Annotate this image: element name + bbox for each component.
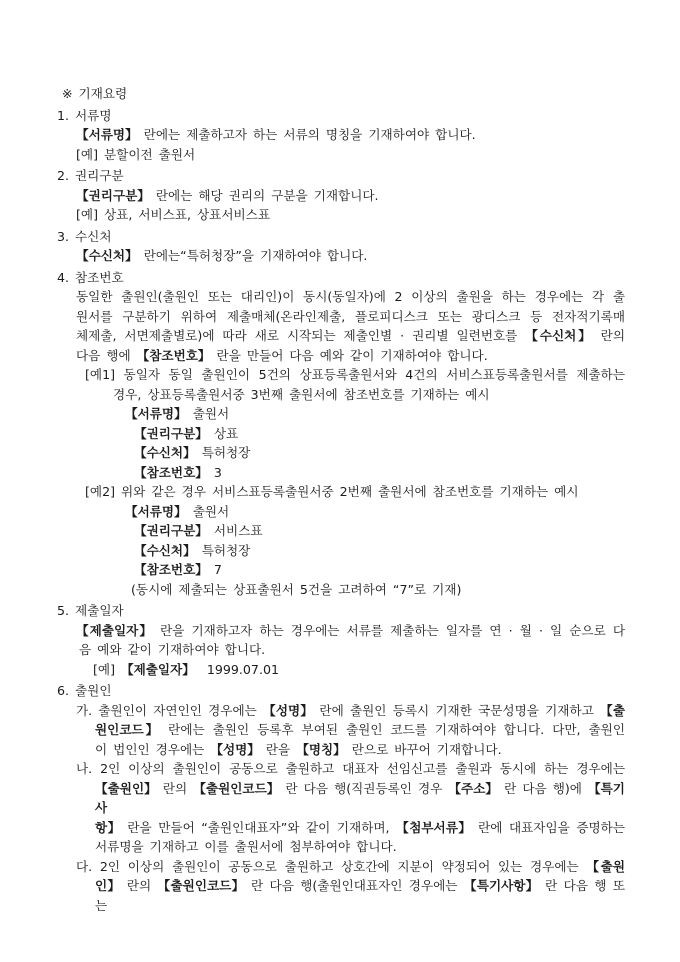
doc-line [57, 268, 625, 288]
text-segment: 1. 서류명 [57, 107, 112, 123]
text-segment: 란에 대표자임을 증명하는 [471, 819, 625, 835]
field-token: 【제출일자】 [76, 622, 154, 638]
doc-line [57, 660, 625, 680]
field-token: 【권리구분】 [134, 523, 208, 538]
field-token: 【참조번호】 [134, 562, 208, 577]
text-segment: (동시에 제출되는 상표출원서 5건을 고려하여 “7”로 기재) [131, 581, 462, 597]
text-segment: 출원서 [186, 503, 230, 519]
doc-line [57, 601, 625, 621]
text-segment: 란을 만들어 다음 예와 같이 기재하여야 합니다. [210, 347, 488, 363]
doc-line [57, 145, 625, 165]
text-segment: 란에는 출원인 등록후 부여된 출원인 코드를 기재하여야 합니다. 다만, 출원인 [160, 722, 625, 737]
text-segment: [예] 분할이전 출원서 [76, 146, 196, 162]
text-segment: 란을 [259, 741, 297, 757]
text-segment: [예2] 위와 같은 경우 서비스표등록출원서중 2번째 출원서에 참조번호를 기재하는 예시 [85, 484, 579, 499]
text-segment: 6. 출원인 [57, 683, 112, 698]
text-segment: 란 다음 행 또는 [95, 878, 626, 913]
field-token: 【서류명】 [76, 127, 138, 142]
text-segment: [예] [93, 661, 121, 677]
text-segment: 란에는 제출하고자 하는 서류의 명칭을 기재하여야 합니다. [137, 127, 476, 142]
doc-line [57, 857, 625, 877]
doc-line [57, 759, 625, 779]
doc-line [57, 521, 625, 541]
field-token: 【출원 [586, 858, 625, 874]
text-segment: 서비스표 [207, 523, 263, 538]
text-segment: 란 다음 행)에 [498, 780, 588, 796]
text-segment: 2. 권리구분 [57, 168, 124, 183]
doc-line [57, 681, 625, 701]
doc-line [57, 541, 625, 561]
doc-line [57, 106, 625, 126]
doc-line [57, 740, 625, 760]
text-segment: 상표 [207, 425, 239, 441]
text-segment: 서류명을 기재하고 이를 출원서에 첨부하여야 합니다. [95, 839, 397, 854]
text-segment: [예1] 동일자 동일 출원인이 5건의 상표등록출원서와 4건의 서비스표등록출원서를 제출하는 [85, 367, 625, 382]
doc-line [57, 720, 625, 740]
doc-line [57, 385, 625, 405]
text-segment: 특허청장 [195, 445, 251, 460]
doc-line [57, 482, 625, 502]
text-segment: [예] 상표, 서비스표, 상표서비스표 [76, 207, 270, 222]
text-segment: 음 예와 같이 기재하여야 합니다. [79, 642, 266, 657]
doc-line [57, 779, 625, 818]
doc-line [57, 502, 625, 522]
field-token: 【성명】 [210, 741, 260, 757]
doc-line [57, 818, 625, 838]
text-segment: 출원서 [186, 406, 230, 421]
field-token: 인】 [95, 878, 121, 893]
doc-line [57, 246, 625, 266]
text-segment: 이 법인인 경우에는 [95, 741, 211, 757]
field-token: 【출 [600, 702, 625, 718]
text-segment: 3. 수신처 [57, 228, 112, 244]
field-token: 【명칭】 [296, 741, 346, 757]
text-segment: 특허청장 [195, 542, 251, 558]
text-segment: 란으로 바꾸어 기재합니다. [345, 741, 502, 757]
text-segment: 란의 [156, 780, 194, 796]
text-segment: 가. 출원인이 자연인인 경우에는 [76, 702, 264, 718]
text-segment: 7 [207, 562, 222, 577]
doc-line [57, 837, 625, 857]
field-token: 【수신처】 [134, 542, 196, 558]
field-token: 【서류명】 [125, 406, 187, 421]
field-token: 【권리구분】 [76, 187, 150, 203]
text-segment: 5. 제출일자 [57, 603, 124, 618]
doc-line [57, 205, 625, 225]
doc-line [57, 326, 625, 346]
field-token: 【성명】 [263, 702, 314, 718]
text-segment: 란 다음 행(출원인대표자인 경우에는 [244, 878, 464, 893]
text-segment: 1999.07.01 [194, 661, 279, 677]
text-segment: 란에는“특허청장”을 기재하여야 합니다. [137, 248, 368, 263]
doc-line [57, 640, 625, 660]
text-segment: 다. 2인 이상의 출원인이 공동으로 출원하고 상호간에 지분이 약정되어 있는 경우에는 [76, 858, 587, 874]
field-token: 【첨부서류】 [396, 819, 472, 835]
field-token: 【참조번호】 [136, 347, 211, 363]
text-segment: 체제출, 서면제출별로)에 따라 새로 시작되는 제출인별 · 권리별 일련번호를 [76, 328, 526, 343]
field-token: 【출원인】 [95, 780, 157, 796]
text-segment: 란 다음 행(직권등록인 경우 [279, 780, 449, 796]
doc-line [57, 346, 625, 366]
text-segment: 란에 출원인 등록시 기재한 국문성명을 기재하고 [313, 702, 601, 718]
doc-line [57, 404, 625, 424]
field-token: 【주소】 [448, 780, 499, 796]
doc-line [57, 876, 625, 915]
field-token: 【수신처】 [76, 248, 138, 263]
doc-line [57, 443, 625, 463]
doc-line [57, 701, 625, 721]
field-token: 【서류명】 [125, 503, 187, 519]
text-segment: 란을 기재하고자 하는 경우에는 서류를 제출하는 일자를 연 · 월 · 일 순으로 다 [153, 622, 625, 638]
field-token: 【수신처】 [525, 328, 593, 343]
text-segment: 다음 행에 [76, 347, 137, 363]
field-token: 【특기사항】 [463, 878, 539, 893]
doc-line [57, 621, 625, 641]
text-segment: 란을 만들어 “출원인대표자”와 같이 기재하며, [120, 819, 397, 835]
field-token: 원인코드】 [95, 722, 161, 737]
text-segment: 란에는 해당 권리의 구분을 기재합니다. [149, 187, 379, 203]
doc-line [57, 186, 625, 206]
doc-line [57, 227, 625, 247]
doc-line [57, 166, 625, 186]
field-token: 【제출일자】 [121, 661, 195, 677]
doc-line [57, 125, 625, 145]
doc-line [57, 580, 625, 600]
text-segment: 경우, 상표등록출원서중 3번째 출원서에 참조번호를 기재하는 예시 [113, 386, 490, 402]
doc-line [57, 287, 625, 307]
text-segment: 나. 2인 이상의 출원인이 공동으로 출원하고 대표자 선임신고를 출원과 동시에 하는 경우에는 [76, 761, 625, 776]
text-segment: 원서를 구분하기 위하여 제출매체(온라인제출, 플로피디스크 또는 광디스크 등 전자적기록매 [76, 308, 625, 324]
text-segment: 동일한 출원인(출원인 또는 대리인)이 동시(동일자)에 2 이상의 출원을 하는 경우에는 각 출 [76, 289, 625, 304]
field-token: 【참조번호】 [134, 464, 208, 480]
field-token: 【출원인코드】 [157, 878, 245, 893]
doc-line [57, 463, 625, 483]
doc-line [57, 424, 625, 444]
text-segment: 란의 [120, 878, 158, 893]
doc-line [57, 84, 625, 104]
text-segment: 4. 참조번호 [57, 269, 124, 285]
field-token: 【출원인코드】 [193, 780, 280, 796]
document-body [57, 84, 625, 915]
doc-line [57, 560, 625, 580]
doc-line [57, 307, 625, 327]
field-token: 【권리구분】 [134, 425, 208, 441]
field-token: 【특기사 [95, 780, 625, 815]
text-segment: 3 [207, 464, 222, 480]
field-token: 항】 [95, 819, 121, 835]
text-segment: 란의 [592, 328, 625, 343]
doc-line [57, 365, 625, 385]
field-token: 【수신처】 [134, 445, 196, 460]
text-segment: ※ 기재요령 [62, 86, 128, 101]
